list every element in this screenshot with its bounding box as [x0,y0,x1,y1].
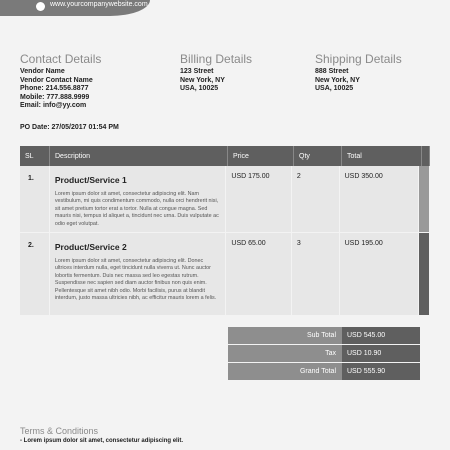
row-qty: 2 [292,166,340,232]
row-sl: 2. [20,233,50,315]
product-name: Product/Service 2 [54,242,127,252]
header-qty: Qty [294,146,342,166]
tax-value: USD 10.90 [342,345,420,362]
shipping-line: 888 Street [315,68,349,75]
row-description [50,233,227,315]
header-sl: SL [20,146,50,166]
row-description [50,166,227,232]
row-edge [419,166,430,232]
contact-line: Mobile: 777.888.9999 [20,93,90,101]
contact-details [20,52,101,111]
terms-title: Terms & Conditions [20,426,99,436]
company-website[interactable]: www.yourcompanywebsite.com [50,1,148,8]
billing-line: USA, 10025 [180,85,219,93]
shipping-details [315,52,402,94]
header-price: Price [228,146,294,166]
contact-line: Vendor Name [20,68,65,75]
row-price: USD 65.00 [226,233,292,315]
tax-label: Tax [228,345,342,362]
table-header [20,146,430,166]
header-total: Total [342,146,422,166]
shipping-line: USA, 10025 [315,85,354,93]
items-table [20,146,430,316]
row-price: USD 175.00 [226,166,292,232]
contact-title: Contact Details [20,52,102,66]
billing-details [180,52,252,94]
terms-line: - Lorem ipsum dolor sit amet, consectetur adipiscing elit. [20,438,184,444]
billing-line: New York, NY [180,76,225,84]
billing-line: 123 Street [180,68,214,75]
row-total: USD 350.00 [340,166,419,232]
product-name: Product/Service 1 [54,175,127,185]
row-edge [419,233,430,315]
globe-icon [36,2,45,11]
grand-total-value: USD 555.90 [342,363,420,380]
contact-line: Email: info@yy.com [20,102,87,110]
row-total: USD 195.00 [340,233,419,315]
grand-total-label: Grand Total [228,363,342,380]
product-description: Lorem ipsum dolor sit amet, consectetur adipiscing elit. Nam vestibulum, mi quis condimentum commodo, nulla orci hendrerit nisi, sit amet pretium tortor erat a tortor. Nulla at congue magna. Sed mauris nisi, tempus id aliquet a, tincidunt nec urna. Duis vulputate ac odio eget volutpat. [54,191,219,227]
product-description: Lorem ipsum dolor sit amet, consectetur adipiscing elit. Donec ultrices interdum nulla, eget tincidunt nulla viverra ut. Nunc auctor lobortis fermentum. Duis nec massa sed leo egestas rutrum. Suspendisse nec sapien sed diam auctor finibus non quis enim. Pellentesque sit amet nibh odio. Morbi facilisis, purus at blandit interdum, justo massa ultricies nibh, ac efficitur mauris lorem a felis. [54,258,217,302]
table-row [20,166,430,233]
billing-title: Billing Details [180,52,253,66]
header-description: Description [50,146,228,166]
subtotal-value: USD 545.00 [342,327,420,344]
shipping-line: New York, NY [315,76,360,84]
header-edge [422,146,430,166]
summary-table [228,327,420,381]
grand-total-row [228,363,420,381]
subtotal-row [228,327,420,345]
subtotal-label: Sub Total [228,327,342,344]
row-qty: 3 [292,233,340,315]
po-date: PO Date: 27/05/2017 01:54 PM [20,124,119,131]
header-banner [0,0,150,16]
contact-line: Vendor Contact Name [20,76,93,84]
shipping-title: Shipping Details [315,52,402,66]
row-sl: 1. [20,166,50,232]
contact-line: Phone: 214.556.8877 [20,85,89,93]
tax-row [228,345,420,363]
table-row [20,233,430,316]
